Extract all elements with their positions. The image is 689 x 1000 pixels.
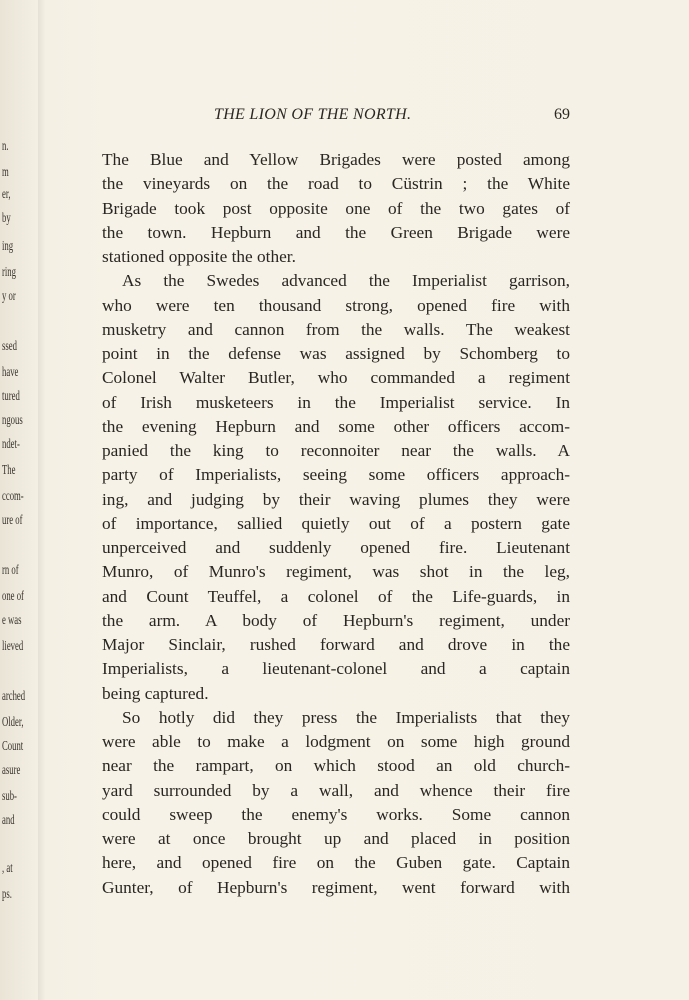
text-line: Imperialists, a lieutenant-colonel and a captain: [102, 659, 570, 679]
margin-fragment: tured: [2, 389, 20, 404]
text-line: and Count Teuffel, a colonel of the Life-guards, in: [102, 586, 570, 606]
margin-fragment: er,: [2, 187, 11, 202]
text-line: being captured.: [102, 683, 209, 703]
margin-fragment: ccom-: [2, 489, 24, 504]
margin-fragment: lieved: [2, 639, 24, 654]
margin-fragment: The: [2, 463, 16, 478]
page-gutter-shadow: [38, 0, 46, 1000]
text-line: party of Imperialists, seeing some officers approach-: [102, 465, 570, 485]
facing-page-fragments: [0, 0, 34, 1000]
text-line: of Irish musketeers in the Imperialist service. In: [102, 392, 570, 412]
text-line: the town. Hepburn and the Green Brigade were: [102, 222, 570, 242]
margin-fragment: ngous: [2, 413, 23, 428]
margin-fragment: ssed: [2, 339, 17, 354]
text-line: who were ten thousand strong, opened fire with: [102, 295, 570, 315]
text-line: were at once brought up and placed in position: [102, 829, 570, 848]
margin-fragment: Older,: [2, 715, 24, 730]
text-line: Munro, of Munro's regiment, was shot in the leg,: [102, 562, 570, 582]
margin-fragment: e was: [2, 613, 22, 628]
margin-fragment: rn of: [2, 563, 19, 578]
margin-fragment: ps.: [2, 887, 12, 902]
text-line: Major Sinclair, rushed forward and drove in the: [102, 635, 570, 654]
margin-fragment: ndet-: [2, 437, 20, 452]
margin-fragment: y or: [2, 289, 16, 304]
text-line: Brigade took post opposite one of the two gates of: [102, 198, 570, 218]
body-text: [102, 148, 570, 900]
margin-fragment: ring: [2, 265, 16, 280]
margin-fragment: have: [2, 365, 19, 380]
text-line: yard surrounded by a wall, and whence their fire: [102, 780, 570, 800]
text-line: the evening Hepburn and some other officers accom-: [102, 416, 570, 436]
margin-fragment: and: [2, 813, 15, 828]
text-line: musketry and cannon from the walls. The weakest: [102, 319, 570, 339]
text-line: could sweep the enemy's works. Some cannon: [102, 804, 570, 824]
text-line: were able to make a lodgment on some high ground: [102, 732, 570, 751]
margin-fragment: n.: [2, 139, 9, 154]
margin-fragment: ure of: [2, 513, 23, 528]
running-title: THE LION OF THE NORTH.: [214, 106, 412, 123]
text-line: here, and opened fire on the Guben gate. Captain: [102, 853, 570, 873]
text-line: unperceived and suddenly opened fire. Lieutenant: [102, 538, 570, 557]
text-line: As the Swedes advanced the Imperialist garrison,: [122, 271, 570, 291]
text-line: point in the defense was assigned by Schomberg to: [102, 344, 570, 363]
margin-fragment: m: [2, 165, 9, 180]
margin-fragment: asure: [2, 763, 21, 778]
text-line: stationed opposite the other.: [102, 247, 296, 266]
text-line: panied the king to reconnoiter near the walls. A: [102, 441, 570, 460]
margin-fragment: arched: [2, 689, 26, 704]
text-line: near the rampart, on which stood an old church-: [102, 756, 570, 776]
running-header: [102, 106, 570, 128]
text-line: of importance, sallied quietly out of a postern gate: [102, 513, 570, 533]
margin-fragment: by: [2, 211, 11, 226]
text-line: The Blue and Yellow Brigades were posted among: [102, 150, 570, 169]
margin-fragment: one of: [2, 589, 24, 604]
margin-fragment: Count: [2, 739, 24, 754]
margin-fragment: ing: [2, 239, 14, 254]
text-line: Colonel Walter Butler, who commanded a regiment: [102, 368, 570, 388]
text-line: So hotly did they press the Imperialists that they: [122, 707, 570, 727]
text-line: the arm. A body of Hepburn's regiment, under: [102, 610, 570, 630]
margin-fragment: sub-: [2, 789, 17, 804]
text-line: ing, and judging by their waving plumes they were: [102, 489, 570, 509]
text-line: the vineyards on the road to Cüstrin ; the White: [102, 174, 570, 194]
page-number: 69: [554, 106, 570, 123]
margin-fragment: , at: [2, 861, 13, 876]
text-line: Gunter, of Hepburn's regiment, went forward with: [102, 877, 570, 897]
